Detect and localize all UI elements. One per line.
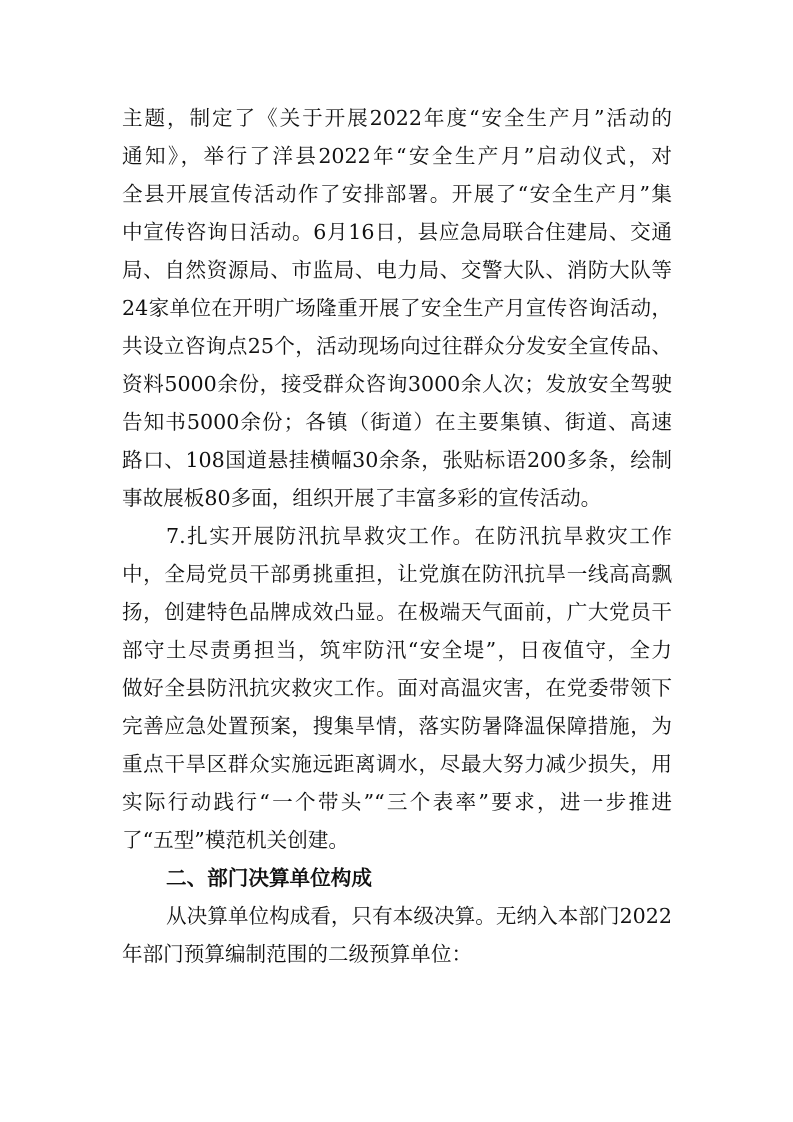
text-line: 资料5000余份，接受群众咨询3000余人次；发放安全驾驶 [122, 372, 672, 396]
text-line: 告知书5000余份；各镇（街道）在主要集镇、街道、高速 [122, 410, 672, 434]
text-line: 7.扎实开展防汛抗旱救灾工作。在防汛抗旱救灾工作 [166, 524, 672, 548]
section-heading: 二、部门决算单位构成 [166, 866, 372, 890]
text-line: 主题，制定了《关于开展2022年度“安全生产月”活动的 [122, 106, 672, 130]
text-line: 做好全县防汛抗灾救灾工作。面对高温灾害，在党委带领下 [122, 676, 672, 700]
text-line: 路口、108国道悬挂横幅30余条，张贴标语200多条，绘制 [122, 448, 672, 472]
text-line: 年部门预算编制范围的二级预算单位： [122, 942, 473, 966]
text-line: 中，全局党员干部勇挑重担，让党旗在防汛抗旱一线高高飘 [122, 562, 672, 586]
text-line: 从决算单位构成看，只有本级决算。无纳入本部门2022 [166, 904, 672, 928]
text-line: 部守土尽责勇担当，筑牢防汛“安全堤”，日夜值守，全力 [122, 638, 672, 662]
text-line: 24家单位在开明广场隆重开展了安全生产月宣传咨询活动， [122, 296, 672, 320]
text-line: 全县开展宣传活动作了安排部署。开展了“安全生产月”集 [122, 182, 672, 206]
text-line: 重点干旱区群众实施远距离调水，尽最大努力减少损失，用 [122, 752, 672, 776]
text-line: 扬，创建特色品牌成效凸显。在极端天气面前，广大党员干 [122, 600, 672, 624]
text-line: 通知》，举行了洋县2022年“安全生产月”启动仪式，对 [122, 144, 672, 168]
text-line: 中宣传咨询日活动。6月16日，县应急局联合住建局、交通 [122, 220, 672, 244]
text-line: 实际行动践行“一个带头”“三个表率”要求，进一步推进 [122, 790, 672, 814]
text-line: 了“五型”模范机关创建。 [122, 828, 349, 852]
text-line: 完善应急处置预案，搜集旱情，落实防暑降温保障措施，为 [122, 714, 672, 738]
text-line: 共设立咨询点25个，活动现场向过往群众分发安全宣传品、 [122, 334, 672, 358]
text-line: 局、自然资源局、市监局、电力局、交警大队、消防大队等 [122, 258, 672, 282]
text-line: 事故展板80多面，组织开展了丰富多彩的宣传活动。 [122, 486, 602, 510]
